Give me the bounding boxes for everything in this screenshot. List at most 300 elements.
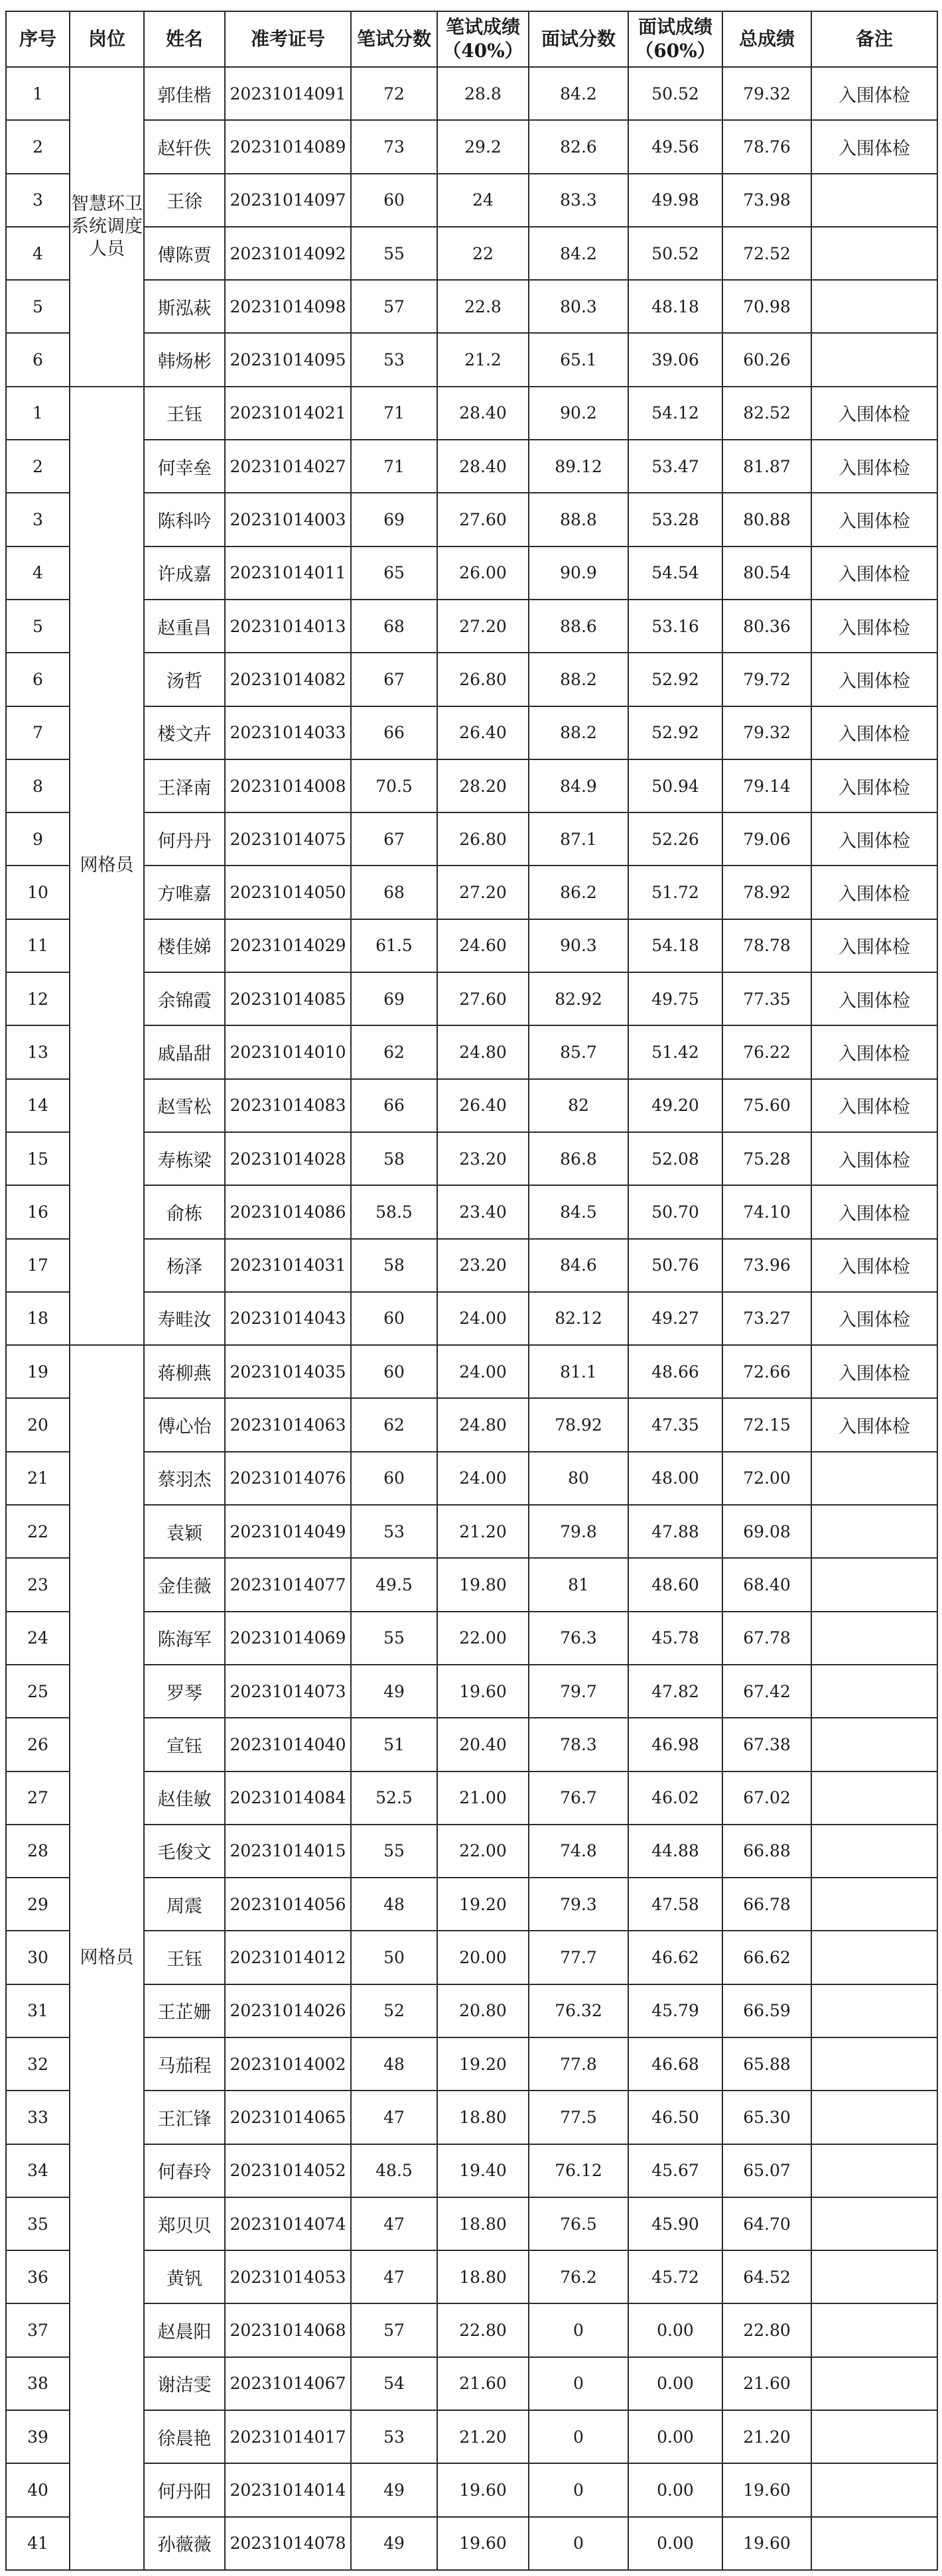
interview-weighted-cell: 52.08 [628,1132,722,1185]
interview-score-cell: 88.2 [529,706,628,759]
row-index-cell: 35 [6,2197,70,2250]
table-row [6,2091,937,2144]
exam-id-cell: 20231014008 [225,759,351,812]
row-index-cell: 21 [6,1452,70,1505]
applicant-name-cell: 戚晶甜 [144,1025,225,1078]
total-score-cell: 78.78 [722,919,811,972]
row-index-cell: 4 [6,227,70,280]
remark-cell: 入围体检 [811,120,937,173]
remark-cell: 入围体检 [811,866,937,919]
exam-id-cell: 20231014053 [225,2250,351,2303]
table-row [6,67,937,120]
interview-weighted-cell: 54.54 [628,547,722,600]
interview-score-cell: 84.2 [529,67,628,120]
table-row [6,440,937,493]
interview-score-cell: 77.8 [529,2037,628,2091]
remark-cell: 入围体检 [811,812,937,866]
exam-id-cell: 20231014052 [225,2144,351,2197]
row-index-cell: 40 [6,2463,70,2516]
written-weighted-cell: 28.20 [437,759,529,812]
applicant-name-cell: 许成嘉 [144,547,225,600]
row-index-cell: 12 [6,972,70,1025]
remark-cell: 入围体检 [811,1345,937,1398]
exam-id-cell: 20231014035 [225,1345,351,1398]
written-score-cell: 69 [351,972,437,1025]
remark-cell [811,2037,937,2091]
total-score-cell: 79.06 [722,812,811,866]
total-score-cell: 72.52 [722,227,811,280]
row-index-cell: 15 [6,1132,70,1185]
written-weighted-cell: 22.00 [437,1825,529,1878]
written-score-cell: 47 [351,2091,437,2144]
interview-weighted-cell: 47.88 [628,1505,722,1558]
interview-weighted-cell: 48.60 [628,1558,722,1611]
applicant-name-cell: 罗琴 [144,1665,225,1718]
applicant-name-cell: 楼文卉 [144,706,225,759]
interview-weighted-cell: 45.90 [628,2197,722,2250]
total-score-cell: 66.78 [722,1878,811,1931]
applicant-name-cell: 陈海军 [144,1612,225,1665]
applicant-name-cell: 赵佳敏 [144,1771,225,1825]
written-score-cell: 58 [351,1239,437,1292]
applicant-name-cell: 宣钰 [144,1718,225,1771]
remark-cell [811,1878,937,1931]
row-index-cell: 23 [6,1558,70,1611]
total-score-cell: 79.32 [722,67,811,120]
written-weighted-cell: 26.40 [437,1079,529,1132]
row-index-cell: 34 [6,2144,70,2197]
remark-cell [811,2303,937,2356]
interview-weighted-cell: 0.00 [628,2303,722,2356]
remark-cell: 入围体检 [811,1132,937,1185]
written-score-cell: 57 [351,2303,437,2356]
applicant-name-cell: 马茄程 [144,2037,225,2091]
row-index-cell: 5 [6,280,70,333]
exam-id-cell: 20231014067 [225,2357,351,2410]
exam-id-cell: 20231014002 [225,2037,351,2091]
written-score-cell: 53 [351,1505,437,1558]
interview-score-cell: 82.92 [529,972,628,1025]
col-header-interview-weighted: 面试成绩（60%） [628,11,722,67]
row-index-cell: 18 [6,1292,70,1345]
total-score-cell: 21.20 [722,2410,811,2463]
table-row [6,1505,937,1558]
exam-id-cell: 20231014082 [225,653,351,706]
table-row [6,120,937,173]
row-index-cell: 1 [6,387,70,440]
written-score-cell: 66 [351,706,437,759]
row-index-cell: 27 [6,1771,70,1825]
interview-score-cell: 0 [529,2303,628,2356]
total-score-cell: 66.62 [722,1931,811,1984]
written-weighted-cell: 27.60 [437,972,529,1025]
interview-score-cell: 74.8 [529,1825,628,1878]
interview-weighted-cell: 0.00 [628,2410,722,2463]
total-score-cell: 72.00 [722,1452,811,1505]
col-header-interview-score: 面试分数 [529,11,628,67]
table-row [6,2357,937,2410]
table-row [6,2037,937,2091]
table-row [6,706,937,759]
written-weighted-cell: 19.20 [437,2037,529,2091]
interview-score-cell: 79.7 [529,1665,628,1718]
interview-weighted-cell: 49.56 [628,120,722,173]
total-score-cell: 79.32 [722,706,811,759]
written-weighted-cell: 28.8 [437,67,529,120]
interview-weighted-cell: 49.98 [628,174,722,227]
row-index-cell: 17 [6,1239,70,1292]
written-score-cell: 55 [351,227,437,280]
exam-id-cell: 20231014021 [225,387,351,440]
interview-score-cell: 86.8 [529,1132,628,1185]
written-score-cell: 50 [351,1931,437,1984]
interview-score-cell: 84.5 [529,1185,628,1238]
total-score-cell: 75.28 [722,1132,811,1185]
written-score-cell: 58.5 [351,1185,437,1238]
interview-weighted-cell: 49.20 [628,1079,722,1132]
written-score-cell: 47 [351,2250,437,2303]
interview-weighted-cell: 49.27 [628,1292,722,1345]
exam-id-cell: 20231014029 [225,919,351,972]
total-score-cell: 75.60 [722,1079,811,1132]
written-weighted-cell: 19.20 [437,1878,529,1931]
written-weighted-cell: 24.80 [437,1398,529,1451]
interview-score-cell: 65.1 [529,333,628,386]
remark-cell [811,2410,937,2463]
table-row [6,1185,937,1238]
interview-weighted-cell: 50.52 [628,227,722,280]
interview-weighted-cell: 0.00 [628,2517,722,2570]
applicant-name-cell: 傅陈贾 [144,227,225,280]
interview-weighted-cell: 0.00 [628,2357,722,2410]
table-row [6,1665,937,1718]
exam-id-cell: 20231014065 [225,2091,351,2144]
interview-score-cell: 81 [529,1558,628,1611]
interview-score-cell: 82.6 [529,120,628,173]
remark-cell: 入围体检 [811,67,937,120]
written-score-cell: 48 [351,2037,437,2091]
written-weighted-cell: 22.00 [437,1612,529,1665]
written-score-cell: 53 [351,2410,437,2463]
remark-cell [811,2463,937,2516]
table-row [6,1612,937,1665]
applicant-name-cell: 王徐 [144,174,225,227]
written-weighted-cell: 24.00 [437,1345,529,1398]
remark-cell [811,1718,937,1771]
interview-weighted-cell: 46.62 [628,1931,722,1984]
post-cell: 网格员 [70,1345,144,2570]
written-weighted-cell: 26.80 [437,812,529,866]
interview-weighted-cell: 52.26 [628,812,722,866]
interview-score-cell: 76.32 [529,1984,628,2037]
interview-score-cell: 87.1 [529,812,628,866]
interview-score-cell: 79.8 [529,1505,628,1558]
written-weighted-cell: 24.60 [437,919,529,972]
col-header-total: 总成绩 [722,11,811,67]
table-row [6,1025,937,1078]
written-weighted-cell: 21.60 [437,2357,529,2410]
applicant-name-cell: 何春玲 [144,2144,225,2197]
applicant-name-cell: 杨泽 [144,1239,225,1292]
exam-id-cell: 20231014076 [225,1452,351,1505]
written-weighted-cell: 27.60 [437,493,529,546]
written-weighted-cell: 19.60 [437,2517,529,2570]
table-row [6,1558,937,1611]
exam-id-cell: 20231014095 [225,333,351,386]
table-row [6,227,937,280]
interview-score-cell: 76.3 [529,1612,628,1665]
table-row [6,2517,937,2570]
exam-id-cell: 20231014069 [225,1612,351,1665]
interview-score-cell: 82.12 [529,1292,628,1345]
remark-cell: 入围体检 [811,440,937,493]
table-row [6,972,937,1025]
total-score-cell: 76.22 [722,1025,811,1078]
applicant-name-cell: 赵重昌 [144,600,225,653]
row-index-cell: 1 [6,67,70,120]
written-weighted-cell: 18.80 [437,2250,529,2303]
written-weighted-cell: 23.40 [437,1185,529,1238]
total-score-cell: 66.59 [722,1984,811,2037]
applicant-name-cell: 余锦霞 [144,972,225,1025]
remark-cell [811,1984,937,2037]
written-score-cell: 60 [351,1292,437,1345]
total-score-cell: 80.54 [722,547,811,600]
table-row [6,1771,937,1825]
exam-id-cell: 20231014003 [225,493,351,546]
applicant-name-cell: 赵轩佚 [144,120,225,173]
written-weighted-cell: 24.00 [437,1452,529,1505]
exam-id-cell: 20231014085 [225,972,351,1025]
table-row [6,280,937,333]
total-score-cell: 65.30 [722,2091,811,2144]
remark-cell [811,1612,937,1665]
written-weighted-cell: 19.60 [437,1665,529,1718]
interview-weighted-cell: 46.68 [628,2037,722,2091]
interview-score-cell: 86.2 [529,866,628,919]
written-weighted-cell: 24 [437,174,529,227]
written-weighted-cell: 22.80 [437,2303,529,2356]
row-index-cell: 6 [6,653,70,706]
remark-cell: 入围体检 [811,387,937,440]
applicant-name-cell: 方唯嘉 [144,866,225,919]
total-score-cell: 65.07 [722,2144,811,2197]
row-index-cell: 31 [6,1984,70,2037]
remark-cell [811,1825,937,1878]
remark-cell: 入围体检 [811,1025,937,1078]
total-score-cell: 72.15 [722,1398,811,1451]
exam-id-cell: 20231014031 [225,1239,351,1292]
written-weighted-cell: 26.80 [437,653,529,706]
written-weighted-cell: 19.40 [437,2144,529,2197]
row-index-cell: 10 [6,866,70,919]
written-weighted-cell: 19.60 [437,2463,529,2516]
remark-cell [811,174,937,227]
applicant-name-cell: 寿栋梁 [144,1132,225,1185]
interview-weighted-cell: 46.98 [628,1718,722,1771]
interview-score-cell: 84.2 [529,227,628,280]
applicant-name-cell: 何幸垒 [144,440,225,493]
written-score-cell: 71 [351,440,437,493]
exam-id-cell: 20231014063 [225,1398,351,1451]
written-weighted-cell: 26.00 [437,547,529,600]
total-score-cell: 81.87 [722,440,811,493]
exam-id-cell: 20231014077 [225,1558,351,1611]
applicant-name-cell: 陈科吟 [144,493,225,546]
exam-id-cell: 20231014091 [225,67,351,120]
applicant-name-cell: 何丹丹 [144,812,225,866]
exam-id-cell: 20231014043 [225,1292,351,1345]
exam-id-cell: 20231014086 [225,1185,351,1238]
written-weighted-cell: 20.80 [437,1984,529,2037]
applicant-name-cell: 郭佳楷 [144,67,225,120]
total-score-cell: 70.98 [722,280,811,333]
total-score-cell: 67.38 [722,1718,811,1771]
table-row [6,759,937,812]
exam-id-cell: 20231014014 [225,2463,351,2516]
remark-cell: 入围体检 [811,1079,937,1132]
interview-weighted-cell: 46.02 [628,1771,722,1825]
total-score-cell: 64.52 [722,2250,811,2303]
interview-score-cell: 79.3 [529,1878,628,1931]
applicant-name-cell: 王钰 [144,387,225,440]
exam-id-cell: 20231014013 [225,600,351,653]
applicant-name-cell: 傅心怡 [144,1398,225,1451]
written-score-cell: 49.5 [351,1558,437,1611]
table-row [6,1345,937,1398]
total-score-cell: 67.78 [722,1612,811,1665]
applicant-name-cell: 徐晨艳 [144,2410,225,2463]
written-score-cell: 55 [351,1612,437,1665]
interview-weighted-cell: 54.18 [628,919,722,972]
exam-id-cell: 20231014075 [225,812,351,866]
remark-cell: 入围体检 [811,706,937,759]
row-index-cell: 14 [6,1079,70,1132]
written-score-cell: 49 [351,1665,437,1718]
row-index-cell: 37 [6,2303,70,2356]
interview-weighted-cell: 46.50 [628,2091,722,2144]
total-score-cell: 69.08 [722,1505,811,1558]
interview-weighted-cell: 0.00 [628,2463,722,2516]
written-score-cell: 73 [351,120,437,173]
interview-score-cell: 77.7 [529,1931,628,1984]
interview-weighted-cell: 53.47 [628,440,722,493]
col-header-index: 序号 [6,11,70,67]
applicant-name-cell: 王泽南 [144,759,225,812]
results-document [5,11,937,2571]
interview-score-cell: 88.8 [529,493,628,546]
interview-weighted-cell: 49.75 [628,972,722,1025]
written-weighted-cell: 26.40 [437,706,529,759]
table-row [6,387,937,440]
table-row [6,2250,937,2303]
remark-cell: 入围体检 [811,1398,937,1451]
written-score-cell: 68 [351,866,437,919]
exam-id-cell: 20231014017 [225,2410,351,2463]
remark-cell [811,1505,937,1558]
interview-score-cell: 88.6 [529,600,628,653]
written-score-cell: 69 [351,493,437,546]
total-score-cell: 72.66 [722,1345,811,1398]
applicant-name-cell: 韩炀彬 [144,333,225,386]
col-header-remark: 备注 [811,11,937,67]
written-score-cell: 60 [351,174,437,227]
row-index-cell: 36 [6,2250,70,2303]
interview-score-cell: 76.12 [529,2144,628,2197]
exam-id-cell: 20231014026 [225,1984,351,2037]
exam-id-cell: 20231014040 [225,1718,351,1771]
row-index-cell: 38 [6,2357,70,2410]
applicant-name-cell: 俞栋 [144,1185,225,1238]
total-score-cell: 77.35 [722,972,811,1025]
remark-cell [811,2144,937,2197]
interview-score-cell: 0 [529,2410,628,2463]
remark-cell [811,2197,937,2250]
written-weighted-cell: 18.80 [437,2197,529,2250]
applicant-name-cell: 金佳薇 [144,1558,225,1611]
applicant-name-cell: 蒋柳燕 [144,1345,225,1398]
interview-weighted-cell: 45.67 [628,2144,722,2197]
row-index-cell: 11 [6,919,70,972]
total-score-cell: 79.72 [722,653,811,706]
written-score-cell: 65 [351,547,437,600]
total-score-cell: 73.98 [722,174,811,227]
row-index-cell: 4 [6,547,70,600]
written-score-cell: 47 [351,2197,437,2250]
written-weighted-cell: 24.00 [437,1292,529,1345]
remark-cell [811,1558,937,1611]
applicant-name-cell: 王芷姗 [144,1984,225,2037]
written-score-cell: 49 [351,2517,437,2570]
interview-score-cell: 85.7 [529,1025,628,1078]
written-weighted-cell: 23.20 [437,1132,529,1185]
applicant-name-cell: 王钰 [144,1931,225,1984]
remark-cell [811,333,937,386]
written-score-cell: 61.5 [351,919,437,972]
table-row [6,812,937,866]
written-score-cell: 57 [351,280,437,333]
interview-weighted-cell: 52.92 [628,706,722,759]
exam-id-cell: 20231014049 [225,1505,351,1558]
applicant-name-cell: 蔡羽杰 [144,1452,225,1505]
exam-id-cell: 20231014012 [225,1931,351,1984]
exam-id-cell: 20231014015 [225,1825,351,1878]
table-row [6,1984,937,2037]
exam-id-cell: 20231014068 [225,2303,351,2356]
written-score-cell: 60 [351,1345,437,1398]
written-weighted-cell: 23.20 [437,1239,529,1292]
applicant-name-cell: 谢洁雯 [144,2357,225,2410]
row-index-cell: 24 [6,1612,70,1665]
col-header-name: 姓名 [144,11,225,67]
written-score-cell: 62 [351,1398,437,1451]
total-score-cell: 19.60 [722,2517,811,2570]
exam-id-cell: 20231014027 [225,440,351,493]
table-row [6,2144,937,2197]
interview-weighted-cell: 50.94 [628,759,722,812]
total-score-cell: 22.80 [722,2303,811,2356]
interview-weighted-cell: 48.66 [628,1345,722,1398]
applicant-name-cell: 汤哲 [144,653,225,706]
remark-cell: 入围体检 [811,600,937,653]
remark-cell [811,1665,937,1718]
exam-id-cell: 20231014050 [225,866,351,919]
written-score-cell: 58 [351,1132,437,1185]
interview-weighted-cell: 51.72 [628,866,722,919]
interview-score-cell: 0 [529,2517,628,2570]
remark-cell [811,2357,937,2410]
interview-weighted-cell: 47.58 [628,1878,722,1931]
